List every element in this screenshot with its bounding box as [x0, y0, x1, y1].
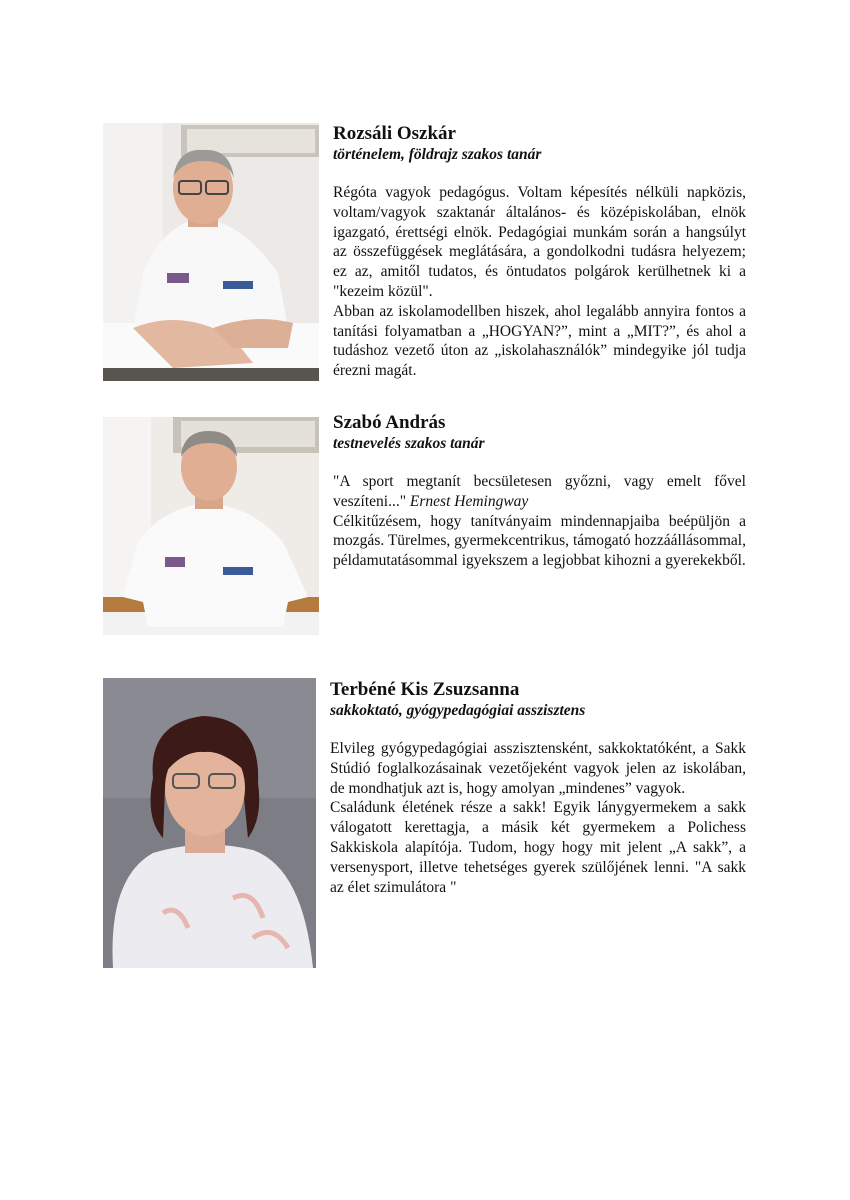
quote-text: "A sport megtanít becsületesen győzni, vagy emelt fővel veszíteni..." — [333, 473, 746, 510]
profile-paragraph: Elvileg gyógypedagógiai asszisztensként, sakkoktatóként, a Sakk Stúdió foglalkozásainak vezetőjeként vagyok jelen az iskolában, de mondhatjuk azt is, hogy amolyan „mindenes” vagyok. — [330, 740, 746, 797]
profile-name: Szabó András — [333, 412, 446, 433]
portrait-woman-icon — [103, 678, 316, 968]
profile-name: Rozsáli Oszkár — [333, 123, 456, 144]
profile-name: Terbéné Kis Zsuzsanna — [330, 679, 520, 700]
profile-text-rozsali-oszkar — [333, 123, 746, 381]
photo-rozsali-oszkar — [103, 123, 319, 381]
portrait-man-icon — [103, 417, 319, 635]
profile-paragraph: Régóta vagyok pedagógus. Voltam képesítés nélküli napközis, voltam/vagyok szaktanár általános- és középiskolában, elnök igazgató, érettségi elnök. Pedagógiai munkám során a hangsúlyt az összefüggések meglátására, a gondolkodni tudásra helyezem; ez az, amitől tudatos, és öntudatos polgárok kerülhetnek ki a "kezeim közül". — [333, 184, 746, 300]
profile-role: történelem, földrajz szakos tanár — [333, 146, 542, 163]
photo-terbene-kis-zsuzsanna — [103, 678, 316, 968]
profile-paragraph: Célkitűzésem, hogy tanítványaim mindennapjaiba beépüljön a mozgás. Türelmes, gyermekcentrikus, támogató hozzáállásommal, példamutatásommal igyekszem a legjobbat kihozni a gyerekekből. — [333, 512, 746, 570]
profile-text-terbene-kis-zsuzsanna — [330, 679, 746, 897]
profile-text-szabo-andras — [333, 412, 746, 571]
quote-author: Ernest Hemingway — [409, 492, 529, 510]
profile-paragraph: Családunk életének része a sakk! Egyik lánygyermekem a sakk válogatott kerettagja, a másik két gyermekem a Polichess Sakkiskola alapítója. Tudom, hogy hogy mit jelent „A sakk”, a versenysport, illetve tehetséges gyerek szülőjének lenni. "A sakk az élet szimulátora " — [330, 799, 746, 896]
profile-quote — [333, 472, 746, 512]
portrait-man-icon — [103, 123, 319, 381]
profile-role: sakkoktató, gyógypedagógiai asszisztens — [330, 702, 586, 719]
profile-role: testnevelés szakos tanár — [333, 435, 485, 452]
profile-paragraph: Abban az iskolamodellben hiszek, ahol legalább annyira fontos a tanítási folyamatban a „HOGYAN?”, mint a „MIT?”, és ahol a tudáshoz vezető úton az „iskolahasználók” mindegyike jól tudja érezni magát. — [333, 302, 746, 380]
photo-szabo-andras — [103, 417, 319, 635]
